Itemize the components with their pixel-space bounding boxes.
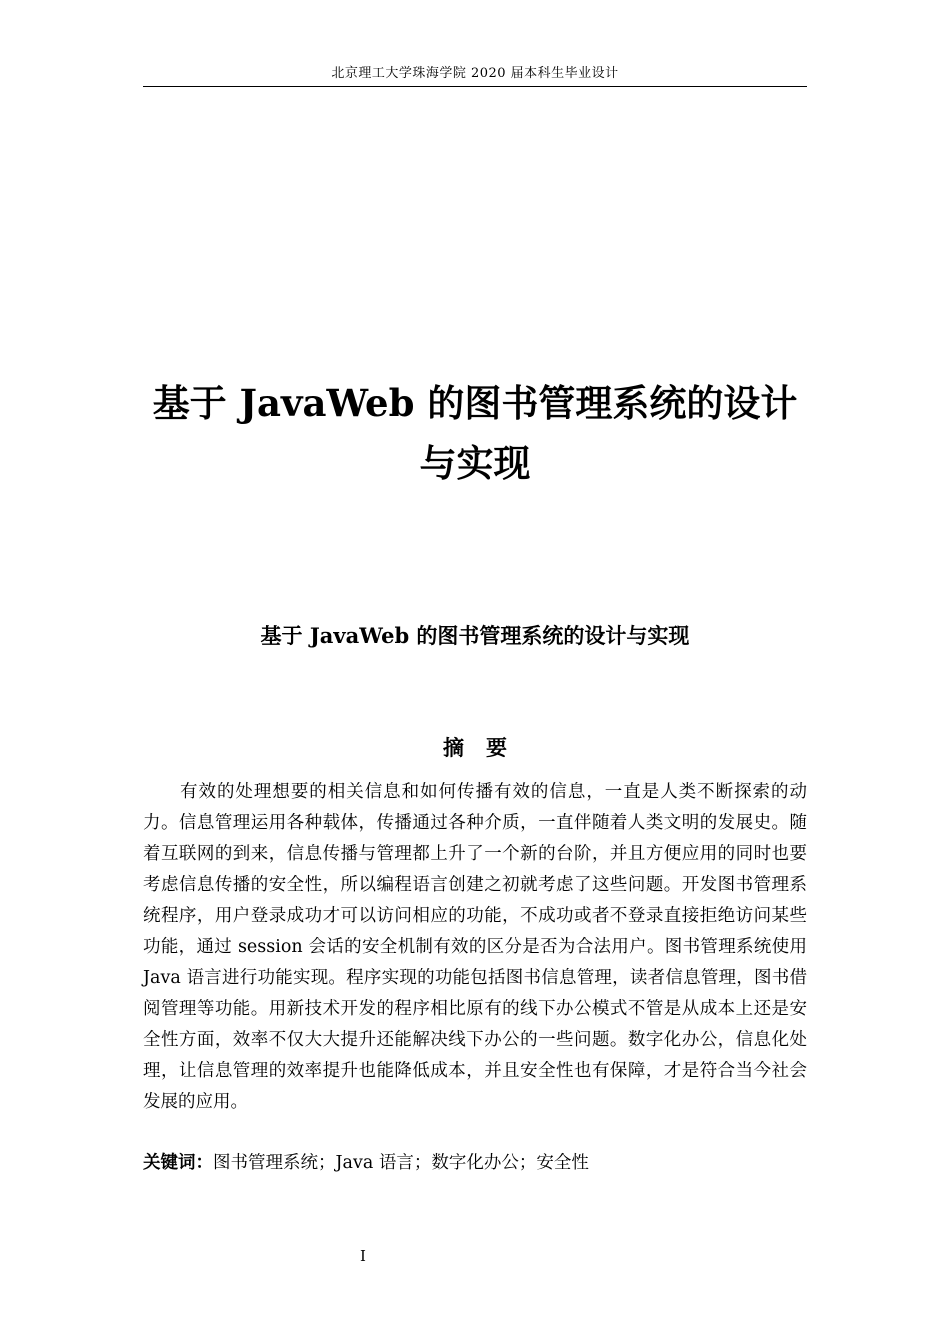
- abstract-body: 有效的处理想要的相关信息和如何传播有效的信息，一直是人类不断探索的动力。信息管理运用各种载体，传播通过各种介质，一直伴随着人类文明的发展史。随着互联网的到来，信息传播与管理都上升了一个新的台阶，并且方便应用的同时也要考虑信息传播的安全性，所以编程语言创建之初就考虑了这些问题。开发图书管理系统程序，用户登录成功才可以访问相应的功能，不成功或者不登录直接拒绝访问某些功能，通过 session 会话的安全机制有效的区分是否为合法用户。图书管理系统使用 Java 语言进行功能实现。程序实现的功能包括图书信息管理，读者信息管理，图书借阅管理等功能。用新技术开发的程序相比原有的线下办公模式不管是从成本上还是安全性方面，效率不仅大大提升还能解决线下办公的一些问题。数字化办公，信息化处理，让信息管理的效率提升也能降低成本，并且安全性也有保障，才是符合当今社会发展的应用。: [143, 782, 807, 1112]
- header-rule: [143, 86, 807, 87]
- abstract-heading: 摘要: [443, 735, 529, 760]
- keywords-label: 关键词：: [143, 1153, 213, 1173]
- keywords-line: [143, 1148, 807, 1179]
- main-title: [110, 373, 840, 493]
- keywords-value: 图书管理系统；Java 语言；数字化办公；安全性: [213, 1153, 589, 1173]
- running-header: 北京理工大学珠海学院 2020 届本科生毕业设计: [331, 66, 619, 81]
- sub-title: 基于 JavaWeb 的图书管理系统的设计与实现: [260, 623, 690, 648]
- main-title-line-2: 与实现: [419, 441, 531, 485]
- main-title-line-1: 基于 JavaWeb 的图书管理系统的设计: [152, 381, 798, 425]
- page-number: I: [360, 1247, 366, 1265]
